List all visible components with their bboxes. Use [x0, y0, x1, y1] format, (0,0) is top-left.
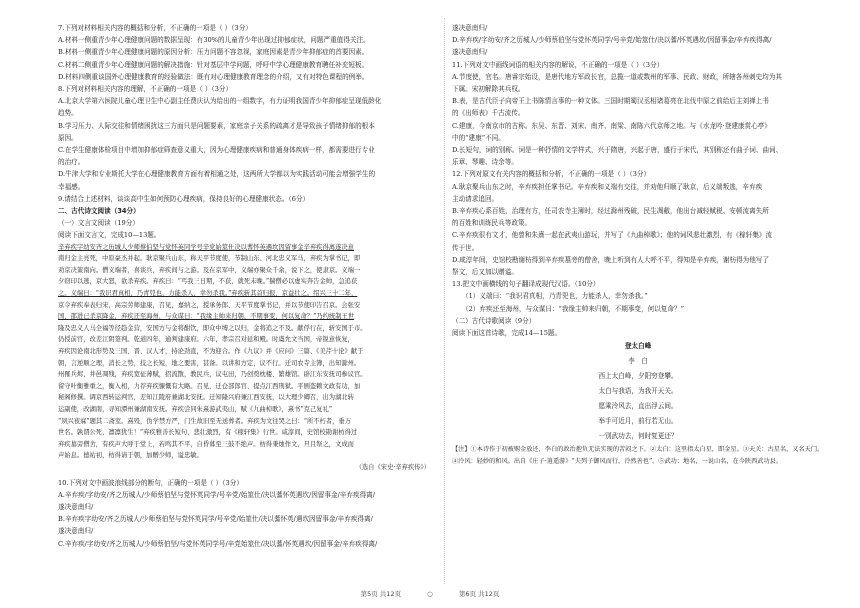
text-line: A.节度使，官名。唐睿宗始设，是唐代地方军政长官，总揽一道或数州的军事、民政、财政，所辖各州刺史均为其	[452, 72, 782, 81]
question-10	[58, 477, 430, 550]
passage-line: 弃疾因论南北形势及三国、晋、汉人才，持论劲直，不为迎合。作《九议》并《应问》三篇、《美芹十论》献于	[58, 348, 364, 355]
text-line: 传于世。	[452, 243, 479, 252]
text-line: 乐章、琴趣、诗余等。	[452, 158, 518, 167]
page-separator-icon: ○	[427, 590, 433, 598]
passage-line: （选自《宋史·辛弃疾传》）	[355, 463, 430, 471]
page-number-right: 第6页 共12页	[458, 590, 500, 598]
passage-line: 声始息。德祐初，枋得请于朝，加赠少师，谥忠敏。	[58, 452, 203, 460]
option-line: B.辛弃疾字幼安/齐之历城人/少师蔡伯坚与党怀英同学/号辛党/始筮仕/决以蓍怀英/遇坎因留事金/辛弃疾得离/	[58, 515, 373, 524]
passage-line: 朝，言逆顺之理，消长之势，技之长短，地之要害，甚备。以讲和方定，议不行。迁司农寺主簿，出知滁州。	[58, 359, 361, 367]
text-line: 8.下列对材料相关内容的理解，不正确的一项是（ ）（3分）	[58, 85, 233, 94]
poem-line: 愿乘泠风去，直出浮云间。	[598, 402, 678, 411]
text-line: 12.下列对原文有关内容的概括和分析，不正确的一项是（ ）（3分）	[452, 170, 651, 179]
poem-line: 举手可近月，前行若无山。	[598, 417, 678, 426]
question-block-10-13	[452, 22, 824, 290]
translation-line: （2）弃疾还至海州，与众谋曰：“我缘主帅来归朝，不期事变，何以复命？”	[462, 304, 684, 313]
passage-line: 辛弃疾字幼安齐之历城人少师蔡伯坚与党怀英同学号辛党始筮仕决以蓍怀英遇坎因留事金辛弃疾得离遂决意	[58, 243, 354, 251]
text-line: B.表，是古代臣子向帝王上书陈情言事的一种文体。三国时期蜀汉丞相诸葛亮在北伐中原之前给后主刘禅上书	[452, 97, 769, 106]
text-line: D.咸淳年间，史馆校勘谢枋得到辛弃疾墓旁的僧舍，晚上听到有人大呼不平，得知是辛弃疾，谢枋得为他写了	[452, 255, 770, 264]
text-line: 11.下列对文中画线词语的相关内容的解说，不正确的一项是（ ）（3分）	[452, 60, 664, 69]
text-line: 9.请结合上述材料，谈谈高中生如何预防心理疾病，保持良好的心理健康状态。（6分）	[58, 194, 310, 203]
text-line: C.辛弃疾很有文才，他曾和朱熹一起在武夷山游玩，并写了《九曲棹歌》；他的词风悲壮激烈，有《稼轩集》流	[452, 231, 773, 240]
subsection-heading: （二）古代诗歌阅读（9分）	[452, 316, 536, 325]
text-line: B.辛弃疾心系百姓，治理有方，任司农寺主簿时，经过滁州残破，民生凋敝，他出台减轻赋税、安顿流离失所	[452, 207, 769, 216]
text-line: 趋势。	[58, 109, 78, 118]
text-line: 主动请求追回。	[452, 194, 499, 203]
passage-line: 夕窃印以逃，京大怒，欲杀弃疾。弃疾曰：“丐我三日期，不获，就死未晚。”揣僧必以虚实奔告金帅，急追获	[58, 278, 358, 286]
text-line: 幸福感。	[58, 182, 85, 191]
page-footer	[0, 589, 860, 598]
text-line: C.在学生健康体检项目中增加抑郁症筛查意义重大，因为心理健康疾病和普通身体疾病一样，都需要进行专业	[58, 146, 375, 155]
text-line: D.牛津大学和专业斯托大学在心理健康教育方面有着相通之处，这两所大学都以为实践活动可能会增强学生的	[58, 170, 376, 179]
poem-line: 一别武功去，何时复更还？	[598, 432, 678, 441]
passage-line: 国、邵进已杀京降金，弃疾还至海州，与众谋曰：“我缘主帅来归朝，不期事变，何以复命？”乃约统制王世	[58, 313, 355, 321]
text-line: D.长短句，词的别称。词是一种抒情的文学样式，兴于隋唐，兴起于唐，盛行于宋代，其别称还有曲子词、曲词、	[452, 146, 783, 155]
option-line: 10.下列对文中画波浪线部分的断句，正确的一项是（ ）（3分）	[58, 478, 243, 487]
text-line: 中的“建康”不同。	[452, 133, 505, 142]
option-line: A.辛弃疾/字幼安/齐之历城人/少师蔡伯坚与党怀英同学/号辛党/始筮仕/决以蓍怀英遇坎/因留事金/辛弃疾得离/	[58, 490, 375, 499]
poem-line: 西上太白峰，夕阳穷登攀。	[598, 372, 678, 381]
right-column	[452, 22, 824, 467]
text-line: D.辛弃疾/字幼安/齐之历城人/少师蔡伯坚与党怀英同学/号辛党/始筮仕/决以蓍/怀英遇坎/因留事金/辛弃疾得离/	[452, 36, 772, 45]
passage-line: 州罹兵烬，井邑凋残，弃疾宽征薄赋，招流散，教民兵，议屯田，乃创奠枕楼、繁雄馆。辟江东安抚司参议官。	[58, 371, 367, 379]
passage-line: 弃疾墓旁僧舍，有疾声大呼于堂上，若鸣其不平，自昏暮至三鼓不绝声。枋得秉烛作文，旦且祭之，文成而	[58, 440, 354, 448]
text-line: 13.把文中画横线的句子翻译成现代汉语。（10分）	[452, 280, 600, 289]
text-line: 遂决意南归/	[452, 48, 488, 57]
section-heading: 二、古代诗文阅读（34分）	[58, 207, 140, 216]
text-line: B.材料一侧重青少年心理健康问题的原因分析：压力问题不容忽视，家庭因素是青少年抑郁症的首要因素。	[58, 48, 369, 57]
text-line: 原因。	[58, 133, 78, 142]
text-line: A.材料一侧重青少年心理健康问题的数据呈现：有30%的儿童青少年出现过抑郁症状，问题严重值得关注。	[58, 36, 370, 45]
poem-lines	[452, 369, 824, 444]
text-line: D.材料四侧重谈国外心理健康教育的经验做法：既有对心理健康教育理念的介绍，又有对特色课程的例举。	[58, 72, 369, 81]
option-line: 遂决意南归/	[58, 502, 94, 511]
passage-line: 南归金主亮死，中原豪杰并起。耿京聚兵山东，称天平节度使，节制山东、河北忠义军马，弃疾为掌书记，即	[58, 255, 361, 263]
passage-line: “夙兴夜寐”题其二斋室。熹殁，伪学禁方严，门生故旧至无送葬者。弃疾为文往哭之曰：“所不朽者，垂万	[58, 417, 352, 425]
text-line: 祭文，后又加以赠谥。	[452, 268, 518, 277]
text-line: 7.下列对材料相关内容的概括和分析，不正确的一项是（ ）（3分）	[58, 24, 252, 32]
poem	[452, 339, 824, 444]
classical-passage	[58, 242, 430, 474]
passage-line: 劝京决策南向。僧义端者，喜谈兵，弃疾间与之游。及在京军中，义端亦聚众千余，说下之，使隶京。义端一	[58, 266, 361, 274]
text-line: C.材料二侧重青少年心理健康问题的解决措施：针对基层中学问题，呼吁中学心理健康教育聘任补充短板。	[58, 60, 369, 69]
left-column	[58, 22, 430, 550]
passage-line: 世名。孰谓公死，凛凛犹生！”弃疾雅善长短句，悲壮激烈，有《稼轩集》行世。咸淳间，史馆校勘谢枋得过	[58, 429, 358, 437]
text-line: C.建康，今南京市的古称。东吴、东晋、刘宋、南齐、南梁、南陈六代京师之地。与《水龙吟·登建康赏心亭》	[452, 121, 771, 130]
page-number-left: 第5页 共12页	[360, 590, 402, 598]
text-line: 的治疗。	[58, 158, 85, 167]
text-line: B.学习压力、人际交往和情绪困扰这三方面只是问题要素，家庭亲子关系的疏离才是导致孩子情绪抑郁的根本	[58, 121, 375, 130]
poem-author: 李 白	[628, 357, 648, 366]
column-divider	[444, 18, 445, 584]
passage-line: 隆及忠义人马全福等径趋金营，安国方与金将酣饮，即众中缚之以归，金将追之不及。献俘行在，斩安国于市。	[58, 324, 367, 332]
text-line: 的百姓和训练民兵等政策。	[452, 219, 532, 228]
text-line: A.耿京聚兵山东之时，辛弃疾担任掌书记。辛弃疾和义端有交往，并劝他归顺了耿京，后义端叛逃，辛弃疾	[452, 182, 763, 191]
translation-line: （1）义端曰：“我识君真相，乃青兕也，力能杀人，幸勿杀我。”	[462, 292, 648, 301]
passage-line: 之。义端曰：“我识君真相，乃青兕也，力能杀人，幸勿杀我。”弃疾斩其首归报，京益壮之。绍兴三十二年，	[58, 290, 358, 298]
passage-line: 秘阁修撰。调京西转运判官，差知江陵府兼湖北安抚。迁知隆兴府兼江西安抚，以大理少卿召，出为湖北转	[58, 394, 354, 402]
poem-line: 太白与我语，为我开天关。	[598, 387, 678, 396]
option-line: 遂决意南归/	[58, 527, 94, 536]
text-line: 遂决意南归/	[452, 24, 488, 32]
text-line: A.北京大学第六医院儿童心理卫生中心副主任费庆认为给出的一组数字，有力证明我国青少年抑郁症呈现低龄化	[58, 97, 382, 106]
reading-prompt: 阅读下面文言文，完成10—13题。	[58, 231, 161, 240]
text-line: 下属。宋初解除其兵权。	[452, 85, 525, 94]
passage-line: 仍授前官，改差江阴签判。乾道四年，通判建康府。六年，孝宗召对延和殿。时虞允文当国，帝锐意恢复，	[58, 336, 354, 344]
translation-items	[452, 290, 824, 314]
poem-title: 登太白峰	[624, 342, 652, 351]
text-line: 的《出师表》千古流传。	[452, 109, 525, 118]
reading-prompt: 阅读下面这首诗歌，完成14—15题。	[452, 329, 562, 338]
subsection-heading: （一）文言文阅读（19分）	[58, 219, 139, 228]
passage-line: 运副使，改湖南，寻知潭州兼湖南安抚。弃疾尝同朱熹游武夷山，赋《九曲棹歌》，熹书“克己复礼”	[58, 405, 333, 413]
poem-note: 【注】①本诗作于初被赐金放还，李白的政治抱负无法实现的苦闷之下。②太白：这里指太白星，即金星。③天关：古星名，又名天门。④泠风：轻妙的和风。出自《庄子·逍遥游》“夫列子御风而行，泠然善也”。⑤武功：地名，一说山名，在今陕西武功县。	[452, 446, 824, 465]
passage-line: 京令弃疾奉表归宋，高宗劳师建康，召见，嘉纳之，授承务郎、天平节度掌书记，并以节使印告召京。会张安	[58, 301, 361, 309]
passage-line: 留守叶衡雅重之，衡入相，力荐弃疾慷慨有大略。召见，迁仓部郎官、提点江西刑狱。平剧盗赖文政有功，加	[58, 382, 361, 390]
question-block-7-9	[58, 22, 430, 205]
option-line: C.辛弃疾/字幼安/齐之历城人/少师蔡伯坚/与党怀英同学号/辛党始筮仕/决以蓍/怀英遇坎/因留事金/辛弃疾得离/	[58, 539, 378, 548]
